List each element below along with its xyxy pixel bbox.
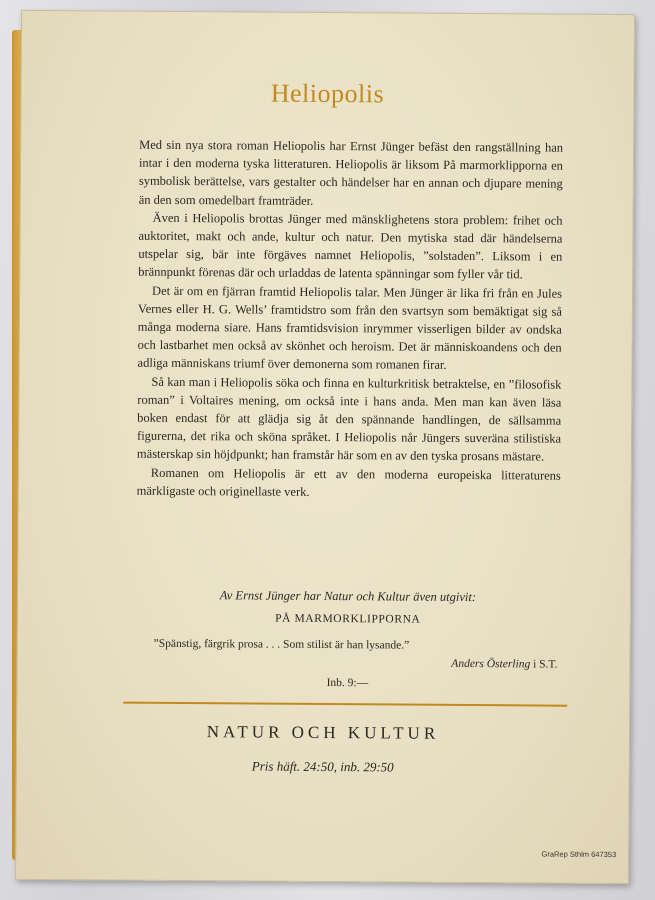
review-quote: ”Spänstig, färgrik prosa . . . Som stilist är han lysande.”	[153, 637, 410, 652]
cover-title: Heliopolis	[270, 78, 385, 109]
bound-price: Inb. 9:—	[326, 677, 369, 690]
other-book-title: PÅ MARMORKLIPPORNA	[275, 612, 421, 626]
paragraph-2: Även i Heliopolis brottas Jünger med mänsklighetens stora problem: frihet och auktoritet, makt och ande, kultur och natur. Den mytiska stad där händelserna utspelar sig, bär inte förgäves namnet Heliopolis, ”solstaden”. Liksom i en brännpunkt förenas där och urladdas de latenta spänningar som fyller vår tid.	[138, 210, 563, 282]
divider-rule	[123, 702, 567, 707]
review-source: i S.T.	[530, 658, 558, 671]
review-attribution	[317, 657, 557, 671]
printer-mark: GraRep Sthlm 647353	[541, 849, 617, 860]
book-back-cover	[15, 10, 635, 884]
cover-text	[137, 136, 564, 503]
paragraph-5: Romanen om Heliopolis är ett av den moderna europeiska litteraturens märkligaste och originellaste verk.	[136, 465, 561, 499]
also-published-line: Av Ernst Jünger har Natur och Kultur även utgivit:	[219, 588, 477, 605]
paragraph-1: Med sin nya stora roman Heliopolis har Ernst Jünger befäst den rangställning han intar i den moderna tyska litteraturen. Heliopolis är liksom På marmorklipporna en symbolisk berättelse, vars gestalter och händelser har en annan och djupare mening än den som omedelbart framträder.	[138, 137, 564, 208]
paragraph-3: Det är om en fjärran framtid Heliopolis talar. Men Jünger är lika fri från en Jules Vernes eller H. G. Wells’ framtidstro som från den svartsyn som bemäktigat sig så många moderna siare. Hans framtidsvision inrymmer visserligen bilder av ondska och lastbarhet men också av skönhet och heroism. Det är människoandens och den adliga människans triumf över demonerna som romanen firar.	[137, 283, 563, 373]
review-author: Anders Österling	[451, 657, 531, 671]
paragraph-4: Så kan man i Heliopolis söka och finna en kulturkritisk betraktelse, en ”filosofisk roman” i Voltaires mening, om också inte i hans anda. Men man kan även läsa boken endast för att glädja sig åt den spännande handlingen, de sällsamma figurerna, det rika och sköna språket. I Heliopolis når Jüngers suveräna stilistiska mästerskap sin höjdpunkt; han framstår här som en av den tyska prosans mästare.	[136, 374, 562, 464]
publisher-name: NATUR OCH KULTUR	[206, 722, 440, 743]
price-line: Pris häft. 24:50, inb. 29:50	[251, 758, 394, 775]
